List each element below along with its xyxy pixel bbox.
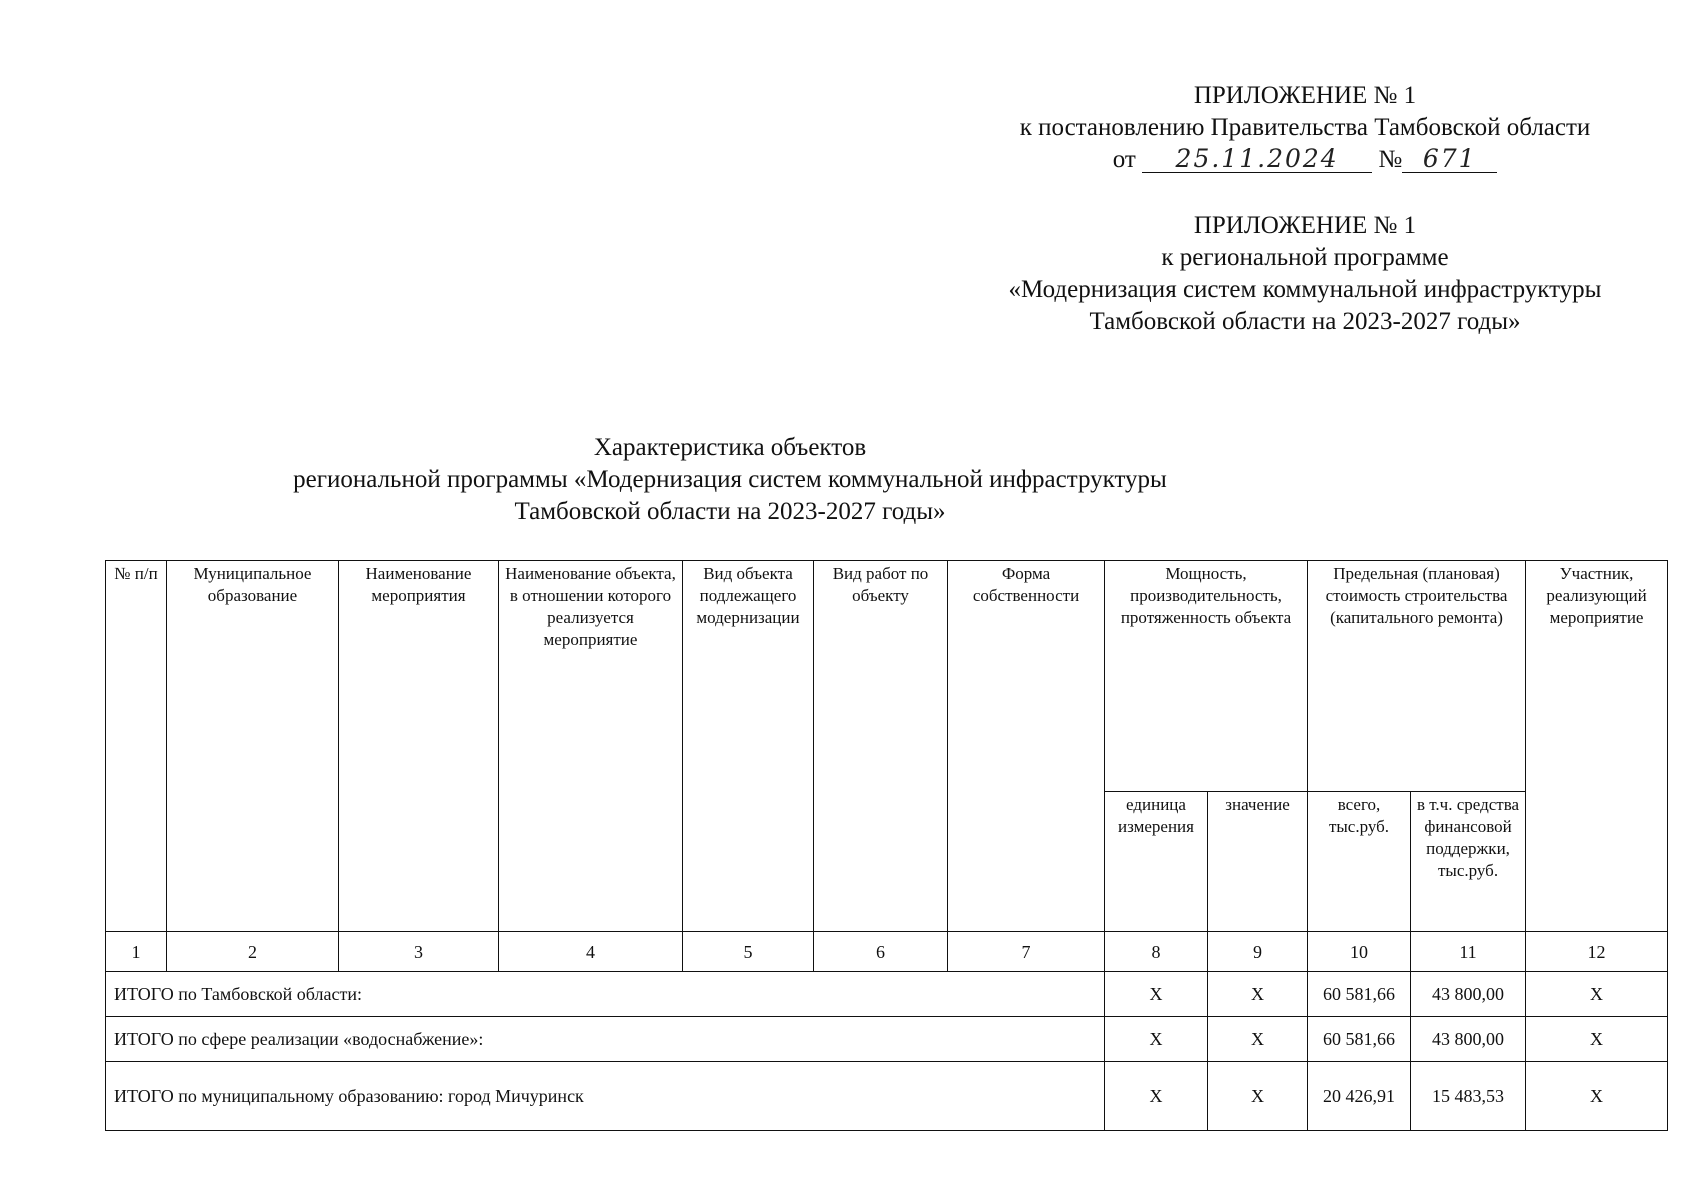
objects-table <box>105 560 1668 1131</box>
handwritten-date: 25.11.2024 <box>1142 146 1372 173</box>
column-number: 6 <box>814 932 948 972</box>
document-title <box>180 432 1280 528</box>
total-label: ИТОГО по сфере реализации «водоснабжение»: <box>106 1017 1105 1062</box>
column-numbers-row <box>106 932 1668 972</box>
header-object-name: Наименование объекта, в отношении которого реализуется мероприятие <box>499 561 683 932</box>
appendix-program-line-4: Тамбовской области на 2023-2027 годы» <box>1089 308 1521 335</box>
header-municipality: Муниципальное образование <box>167 561 339 932</box>
document-title-line-2: региональной программы «Модернизация систем коммунальной инфраструктуры <box>293 466 1167 493</box>
from-label: от <box>1112 146 1136 173</box>
header-num: № п/п <box>106 561 167 932</box>
total-value: Х <box>1208 972 1308 1017</box>
total-participant: Х <box>1526 1062 1668 1131</box>
column-number: 12 <box>1526 932 1668 972</box>
header-work-type: Вид работ по объекту <box>814 561 948 932</box>
table-row <box>106 972 1668 1017</box>
total-cost: 20 426,91 <box>1308 1062 1411 1131</box>
total-value: Х <box>1208 1017 1308 1062</box>
header-participant: Участник, реализующий мероприятие <box>1526 561 1668 932</box>
handwritten-number: 671 <box>1402 146 1497 173</box>
total-unit: Х <box>1105 1062 1208 1131</box>
appendix-program-block <box>960 210 1650 338</box>
appendix-order-title: ПРИЛОЖЕНИЕ № 1 <box>1193 82 1417 109</box>
total-support: 15 483,53 <box>1411 1062 1526 1131</box>
total-label: ИТОГО по Тамбовской области: <box>106 972 1105 1017</box>
total-label: ИТОГО по муниципальному образованию: город Мичуринск <box>106 1062 1105 1131</box>
column-number: 3 <box>339 932 499 972</box>
appendix-order-signature-line <box>960 144 1650 176</box>
header-cost-total: всего, тыс.руб. <box>1308 792 1411 932</box>
header-ownership: Форма собственности <box>948 561 1105 932</box>
appendix-order-subtitle: к постановлению Правительства Тамбовской области <box>1019 114 1591 141</box>
document-title-line-3: Тамбовской области на 2023-2027 годы» <box>514 498 946 525</box>
header-capacity: Мощность, производительность, протяженность объекта <box>1105 561 1308 792</box>
column-number: 10 <box>1308 932 1411 972</box>
total-unit: Х <box>1105 972 1208 1017</box>
header-capacity-unit: единица измерения <box>1105 792 1208 932</box>
column-number: 2 <box>167 932 339 972</box>
header-measure-name: Наименование мероприятия <box>339 561 499 932</box>
column-number: 8 <box>1105 932 1208 972</box>
total-value: Х <box>1208 1062 1308 1131</box>
appendix-program-line-3: «Модернизация систем коммунальной инфраструктуры <box>1008 276 1602 303</box>
appendix-program-line-2: к региональной программе <box>1161 244 1449 271</box>
column-number: 5 <box>683 932 814 972</box>
header-capacity-value: значение <box>1208 792 1308 932</box>
total-participant: Х <box>1526 1017 1668 1062</box>
table-row <box>106 1017 1668 1062</box>
total-support: 43 800,00 <box>1411 1017 1526 1062</box>
total-participant: Х <box>1526 972 1668 1017</box>
column-number: 9 <box>1208 932 1308 972</box>
table-row <box>106 1062 1668 1131</box>
header-cost: Предельная (плановая) стоимость строительства (капитального ремонта) <box>1308 561 1526 792</box>
number-label: № <box>1378 146 1403 173</box>
column-number: 11 <box>1411 932 1526 972</box>
total-cost: 60 581,66 <box>1308 1017 1411 1062</box>
total-support: 43 800,00 <box>1411 972 1526 1017</box>
column-number: 1 <box>106 932 167 972</box>
header-object-type: Вид объекта подлежащего модернизации <box>683 561 814 932</box>
appendix-program-title: ПРИЛОЖЕНИЕ № 1 <box>1193 212 1417 239</box>
total-cost: 60 581,66 <box>1308 972 1411 1017</box>
header-cost-support: в т.ч. средства финансовой поддержки, тыс.руб. <box>1411 792 1526 932</box>
column-number: 4 <box>499 932 683 972</box>
document-title-line-1: Характеристика объектов <box>593 434 867 461</box>
column-number: 7 <box>948 932 1105 972</box>
total-unit: Х <box>1105 1017 1208 1062</box>
appendix-order-block <box>960 80 1650 176</box>
